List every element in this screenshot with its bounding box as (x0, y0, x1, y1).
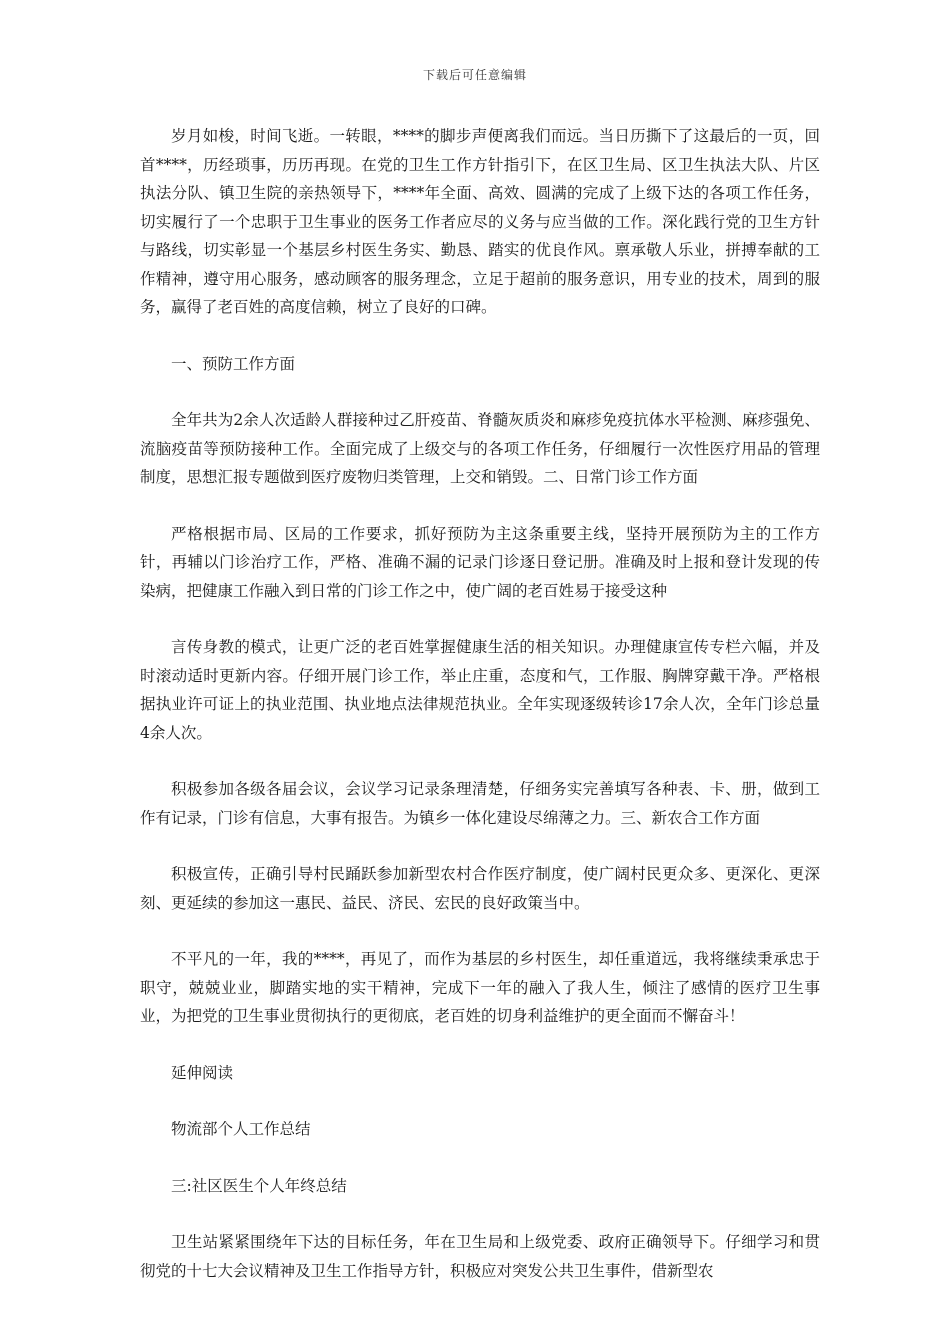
paragraph-conclusion: 不平凡的一年，我的****，再见了，而作为基层的乡村医生，却任重道远，我将继续秉承忠于职守，兢兢业业，脚踏实地的实干精神，完成下一年的融入了我人生，倾注了感情的医疗卫生事业，为把党的卫生事业贯彻执行的更彻底，老百姓的切身利益维护的更全面而不懈奋斗！ (140, 950, 820, 1025)
paragraph-health-station: 卫生站紧紧围绕年下达的目标任务，年在卫生局和上级党委、政府正确领导下。仔细学习和贯彻党的十七大会议精神及卫生工作指导方针，积极应对突发公共卫生事件，借新型农 (140, 1233, 820, 1280)
document-body (140, 122, 820, 1313)
heading-logistics-summary: 物流部个人工作总结 (171, 1120, 311, 1138)
paragraph-intro: 岁月如梭，时间飞逝。一转眼，****的脚步声便离我们而远。当日历撕下了这最后的一页，回首****，历经琐事，历历再现。在党的卫生工作方针指引下，在区卫生局、区卫生执法大队、片区执法分队、镇卫生院的亲热领导下，****年全面、高效、圆满的完成了上级下达的各项工作任务，切实履行了一个忠职于卫生事业的医务工作者应尽的义务与应当做的工作。深化践行党的卫生方针与路线，切实彰显一个基层乡村医生务实、勤恳、踏实的优良作风。禀承敬人乐业，拼搏奉献的工作精神，遵守用心服务，感动顾客的服务理念，立足于超前的服务意识，用专业的技术，周到的服务，赢得了老百姓的高度信赖，树立了良好的口碑。 (140, 127, 820, 316)
heading-prevention: 一、预防工作方面 (171, 354, 296, 373)
paragraph-cooperative-medical: 积极宣传，正确引导村民踊跃参加新型农村合作医疗制度，使广阔村民更众多、更深化、更深刻、更延续的参加这一惠民、益民、济民、宏民的良好政策当中。 (140, 865, 820, 912)
heading-extended-reading: 延伸阅读 (171, 1063, 234, 1082)
paragraph-meetings: 积极参加各级各届会议，会议学习记录条理清楚，仔细务实完善填写各种表、卡、册，做到工作有记录，门诊有信息，大事有报告。为镇乡一体化建设尽绵薄之力。三、新农合工作方面 (140, 780, 820, 827)
page-header: 下载后可任意编辑 (422, 68, 527, 82)
heading-community-doctor: 三:社区医生个人年终总结 (171, 1176, 347, 1195)
paragraph-health-education: 言传身教的模式，让更广泛的老百姓掌握健康生活的相关知识。办理健康宣传专栏六幅，并及时滚动适时更新内容。仔细开展门诊工作，举止庄重，态度和气，工作服、胸牌穿戴干净。严格根据执业许可证上的执业范围、执业地点法律规范执业。全年实现逐级转诊17余人次，全年门诊总量4余人次。 (140, 638, 820, 742)
paragraph-outpatient: 严格根据市局、区局的工作要求，抓好预防为主这条重要主线，坚持开展预防为主的工作方针，再辅以门诊治疗工作，严格、准确不漏的记录门诊逐日登记册。准确及时上报和登计发现的传染病，把健康工作融入到日常的门诊工作之中，使广阔的老百姓易于接受这种 (140, 524, 820, 600)
paragraph-prevention: 全年共为2余人次适龄人群接种过乙肝疫苗、脊髓灰质炎和麻疹免疫抗体水平检测、麻疹强免、流脑疫苗等预防接种工作。全面完成了上级交与的各项工作任务，仔细履行一次性医疗用品的管理制度，思想汇报专题做到医疗废物归类管理，上交和销毁。二、日常门诊工作方面 (140, 411, 820, 486)
